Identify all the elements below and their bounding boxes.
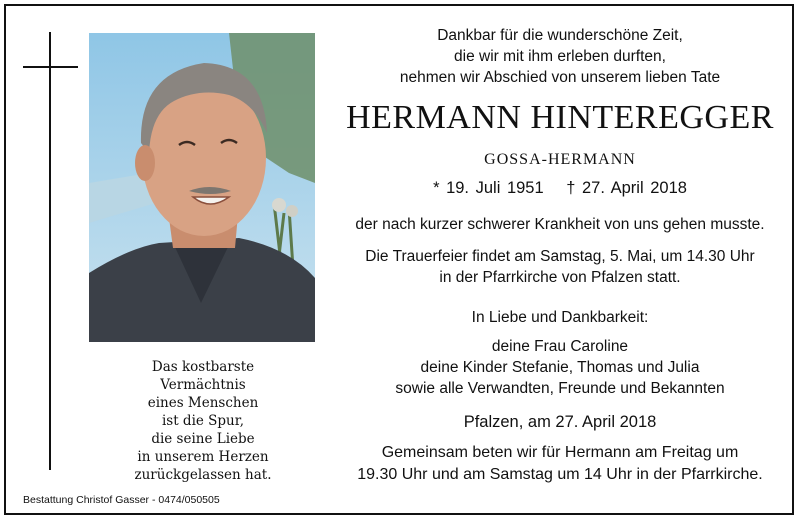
poem-line: eines Menschen <box>147 395 259 411</box>
prayer-line: 19.30 Uhr und am Samstag um 14 Uhr in der Pfarrkirche. <box>357 466 763 483</box>
family-line: deine Frau Caroline <box>491 338 629 355</box>
portrait-photo <box>89 33 315 342</box>
cross-vertical-bar <box>49 32 51 470</box>
intro-text <box>330 25 790 88</box>
funeral-home-footer: Bestattung Christof Gasser - 0474/050505 <box>23 494 220 506</box>
poem-line: in unserem Herzen <box>137 449 269 465</box>
family-list <box>330 336 790 399</box>
poem-line: Das kostbarste <box>151 359 255 375</box>
intro-line: nehmen wir Abschied von unserem lieben Tate <box>399 69 721 86</box>
family-line: sowie alle Verwandten, Freunde und Bekannten <box>395 380 725 397</box>
poem-line: ist die Spur, <box>161 413 245 429</box>
cross-horizontal-bar <box>23 66 78 68</box>
poem-line: Vermächtnis <box>160 377 246 393</box>
love-gratitude-line: In Liebe und Dankbarkeit: <box>471 309 649 326</box>
intro-line: die wir mit ihm erleben durften, <box>454 48 666 65</box>
deceased-nickname: GOSSA-HERMANN <box>484 151 636 168</box>
deceased-name: HERMANN HINTEREGGER <box>346 99 774 136</box>
poem-line: die seine Liebe <box>151 431 255 447</box>
death-date: † 27. April 2018 <box>566 179 687 197</box>
family-line: deine Kinder Stefanie, Thomas und Julia <box>420 359 700 376</box>
life-dates <box>330 177 790 199</box>
funeral-line: Die Trauerfeier findet am Samstag, 5. Mai, um 14.30 Uhr <box>365 248 755 265</box>
birth-date: * 19. Juli 1951 <box>433 179 544 197</box>
prayer-line: Gemeinsam beten wir für Hermann am Freitag um <box>381 444 739 461</box>
poem-line: zurückgelassen hat. <box>134 467 272 483</box>
passing-text: der nach kurzer schwerer Krankheit von uns gehen musste. <box>355 216 765 233</box>
prayer-info <box>330 442 790 486</box>
funeral-info <box>330 246 790 288</box>
memorial-poem <box>90 358 316 484</box>
place-and-date: Pfalzen, am 27. April 2018 <box>463 413 657 431</box>
intro-line: Dankbar für die wunderschöne Zeit, <box>437 27 683 44</box>
funeral-line: in der Pfarrkirche von Pfalzen statt. <box>439 269 681 286</box>
